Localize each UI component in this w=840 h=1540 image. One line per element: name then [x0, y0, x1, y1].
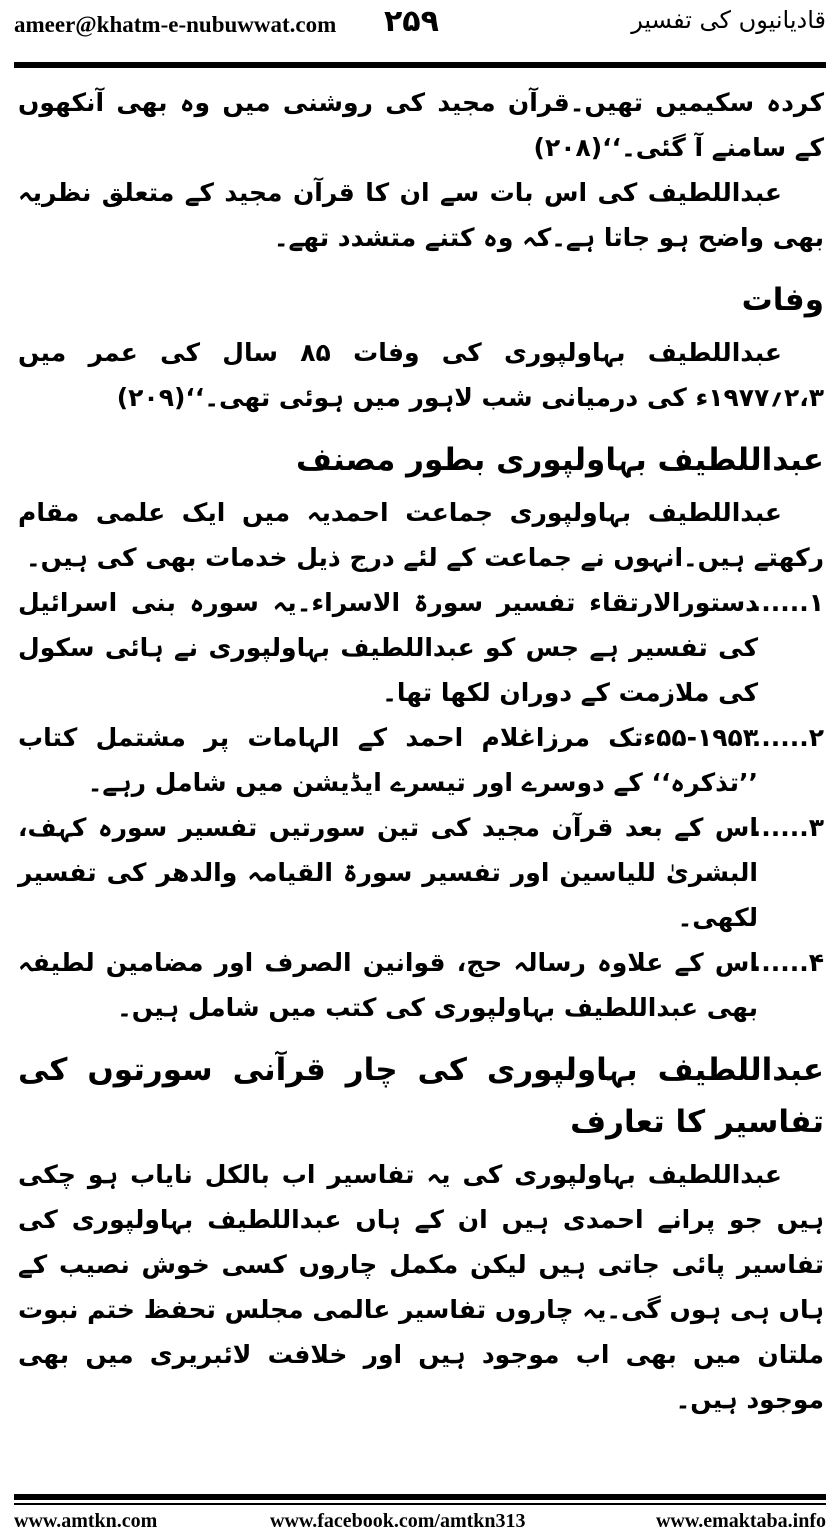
paragraph-1: کردہ سکیمیں تھیں۔قرآن مجید کی روشنی میں وہ بھی آنکھوں کے سامنے آ گئی۔‘‘(۲۰۸)	[18, 88, 824, 162]
list-item	[18, 940, 824, 1030]
page-body	[18, 80, 824, 1422]
list-item-number: ۴......	[751, 948, 824, 977]
list-item-text: اس کے بعد قرآن مجید کی تین سورتیں تفسیر سورہ کہف، البشریٰ للیاسین اور تفسیر سورۃ القیامہ والدھر کی تفسیر لکھی۔	[18, 813, 758, 932]
book-title: قادیانیوں کی تفسیر	[631, 6, 826, 34]
footer-rule-thin	[14, 1503, 826, 1505]
list-item	[18, 715, 824, 805]
footer-link-facebook[interactable]: www.facebook.com/amtkn313	[270, 1510, 526, 1532]
footer-rule-thick	[14, 1494, 826, 1500]
paragraph-4: عبداللطیف بہاولپوری جماعت احمدیہ میں ایک علمی مقام رکھتے ہیں۔انہوں نے جماعت کے لئے درج ذیل خدمات بھی کی ہیں۔	[18, 498, 824, 572]
page-number: ۲۵۹	[384, 4, 439, 39]
page-header	[0, 0, 840, 60]
heading-death: وفات	[741, 282, 824, 318]
paragraph-3: عبداللطیف بہاولپوری کی وفات ۸۵ سال کی عمر میں ۲،۳؍۱۹۷۷ء کی درمیانی شب لاہور میں ہوئی تھی۔‘‘(۲۰۹)	[18, 338, 824, 412]
heading-intro: عبداللطیف بہاولپوری کی چار قرآنی سورتوں کی تفاسیر کا تعارف	[18, 1052, 824, 1140]
list-item-number: ۲......	[751, 723, 824, 752]
page-footer	[0, 1506, 840, 1536]
footer-link-amtkn[interactable]: www.amtkn.com	[14, 1510, 158, 1532]
list-item-number: ۳......	[751, 813, 824, 842]
list-item	[18, 805, 824, 940]
paragraph-5: عبداللطیف بہاولپوری کی یہ تفاسیر اب بالکل نایاب ہو چکی ہیں جو پرانے احمدی ہیں ان کے ہاں عبداللطیف بہاولپوری کی تفاسیر پائی جاتی ہیں لیکن مکمل چاروں کسی خوش نصیب کے ہاں ہی ہوں گی۔یہ چاروں تفاسیر عالمی مجلس تحفظ ختم نبوت ملتان میں بھی اب موجود ہیں اور خلافت لائبریری میں بھی موجود ہیں۔	[18, 1160, 824, 1414]
list-item-text: دستورالارتقاء تفسیر سورۃ الاسراء۔یہ سورہ بنی اسرائیل کی تفسیر ہے جس کو عبداللطیف بہاولپوری نے ہائی سکول کی ملازمت کے دوران لکھا تھا۔	[18, 588, 758, 707]
header-email: ameer@khatm-e-nubuwwat.com	[14, 12, 337, 37]
header-rule	[14, 62, 826, 68]
paragraph-2: عبداللطیف کی اس بات سے ان کا قرآن مجید کے متعلق نظریہ بھی واضح ہو جاتا ہے۔کہ وہ کتنے متشدد تھے۔	[18, 178, 824, 252]
footer-link-emaktaba[interactable]: www.emaktaba.info	[655, 1510, 826, 1532]
list-item-text: ۵۵-۱۹۵۳ءتک مرزاغلام احمد کے الہامات پر مشتمل کتاب ’’تذکرہ‘‘ کے دوسرے اور تیسرے ایڈیشن میں شامل رہے۔	[18, 723, 758, 797]
list-item	[18, 580, 824, 715]
list-item-text: اس کے علاوہ رسالہ حج، قوانین الصرف اور مضامین لطیفہ بھی عبداللطیف بہاولپوری کی کتب میں شامل ہیں۔	[18, 948, 758, 1022]
heading-author: عبداللطیف بہاولپوری بطور مصنف	[296, 442, 824, 478]
list-item-number: ۱......	[751, 588, 824, 617]
